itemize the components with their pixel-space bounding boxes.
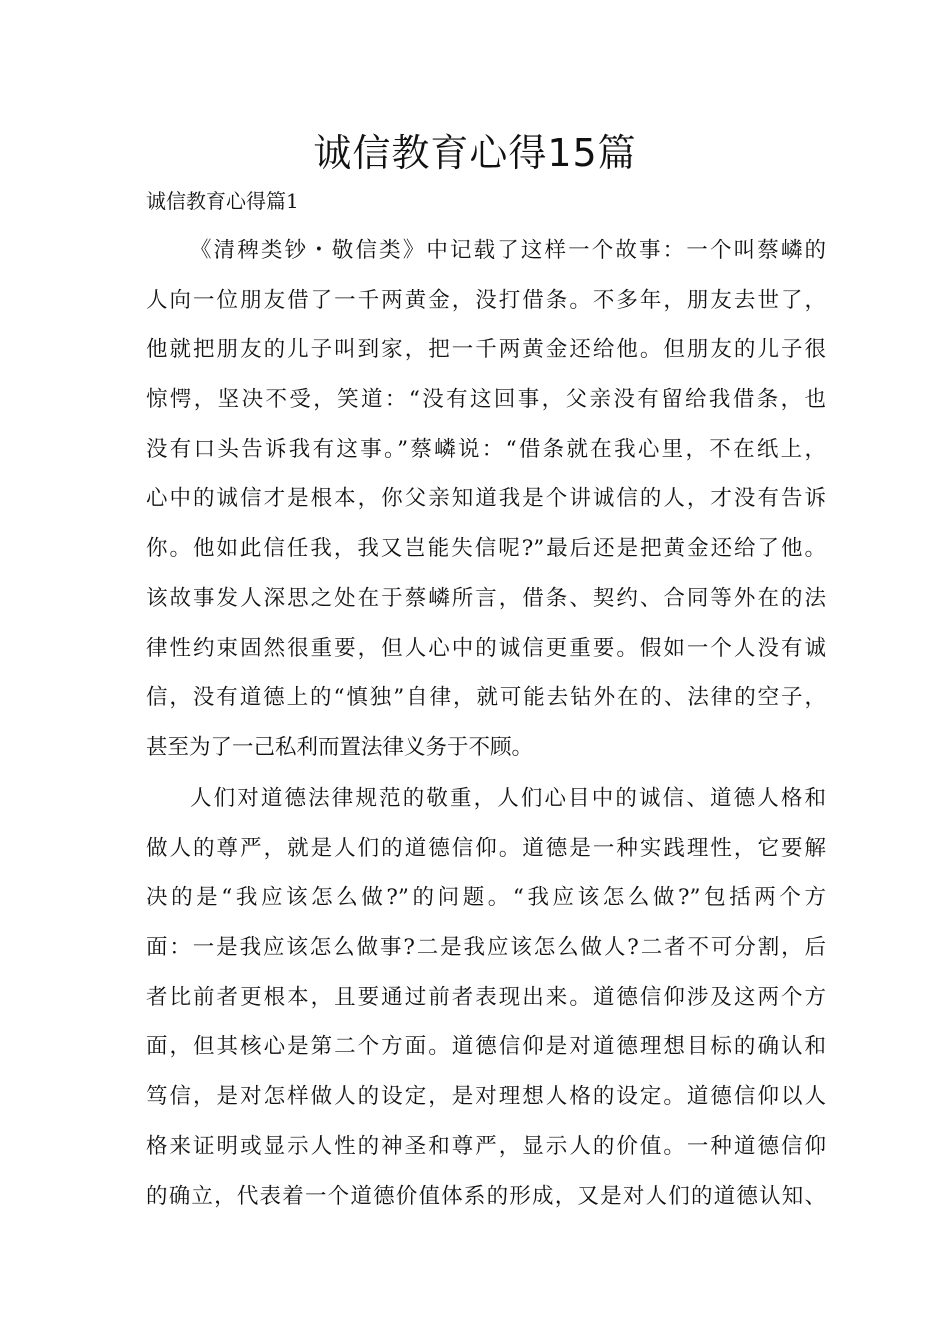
paragraph-line: 信，没有道德上的“慎独”自律，就可能去钻外在的、法律的空子， bbox=[146, 685, 826, 711]
paragraph-line: 做人的尊严，就是人们的道德信仰。道德是一种实践理性，它要解 bbox=[146, 835, 826, 861]
paragraph-line: 决的是“我应该怎么做?”的问题。“我应该怎么做?”包括两个方 bbox=[146, 885, 826, 911]
paragraph-line: 惊愕，坚决不受，笑道：“没有这回事，父亲没有留给我借条，也 bbox=[146, 387, 826, 413]
paragraph-line: 他就把朋友的儿子叫到家，把一千两黄金还给他。但朋友的儿子很 bbox=[146, 337, 826, 363]
paragraph-line: 该故事发人深思之处在于蔡嶙所言，借条、契约、合同等外在的法 bbox=[146, 585, 826, 611]
paragraph-line: 面：一是我应该怎么做事?二是我应该怎么做人?二者不可分割，后 bbox=[146, 935, 826, 961]
paragraph-line: 没有口头告诉我有这事。”蔡嶙说：“借条就在我心里，不在纸上， bbox=[146, 436, 826, 462]
paragraph-line: 心中的诚信才是根本，你父亲知道我是个讲诚信的人，才没有告诉 bbox=[146, 486, 826, 512]
paragraph-line: 甚至为了一己私利而置法律义务于不顾。 bbox=[146, 734, 534, 760]
paragraph-line: 格来证明或显示人性的神圣和尊严，显示人的价值。一种道德信仰 bbox=[146, 1133, 826, 1159]
paragraph-line: 律性约束固然很重要，但人心中的诚信更重要。假如一个人没有诚 bbox=[146, 635, 826, 661]
paragraph-line: 面，但其核心是第二个方面。道德信仰是对道德理想目标的确认和 bbox=[146, 1034, 826, 1060]
paragraph-2 bbox=[146, 774, 826, 1221]
paragraph-line: 你。他如此信任我，我又岂能失信呢?”最后还是把黄金还给了他。 bbox=[146, 536, 826, 562]
paragraph-1 bbox=[146, 226, 826, 773]
paragraph-line: 者比前者更根本，且要通过前者表现出来。道德信仰涉及这两个方 bbox=[146, 984, 826, 1010]
paragraph-line: 人们对道德法律规范的敬重，人们心目中的诚信、道德人格和 bbox=[190, 786, 826, 811]
paragraph-line: 笃信，是对怎样做人的设定，是对理想人格的设定。道德信仰以人 bbox=[146, 1084, 826, 1110]
paragraph-line: 人向一位朋友借了一千两黄金，没打借条。不多年，朋友去世了， bbox=[146, 287, 826, 313]
paragraph-line: 的确立，代表着一个道德价值体系的形成，又是对人们的道德认知、 bbox=[146, 1183, 826, 1209]
section-heading: 诚信教育心得篇1 bbox=[146, 189, 299, 213]
document-title: 诚信教育心得15篇 bbox=[313, 131, 637, 175]
paragraph-line: 《清稗类钞・敬信类》中记载了这样一个故事：一个叫蔡嶙的 bbox=[190, 238, 826, 263]
